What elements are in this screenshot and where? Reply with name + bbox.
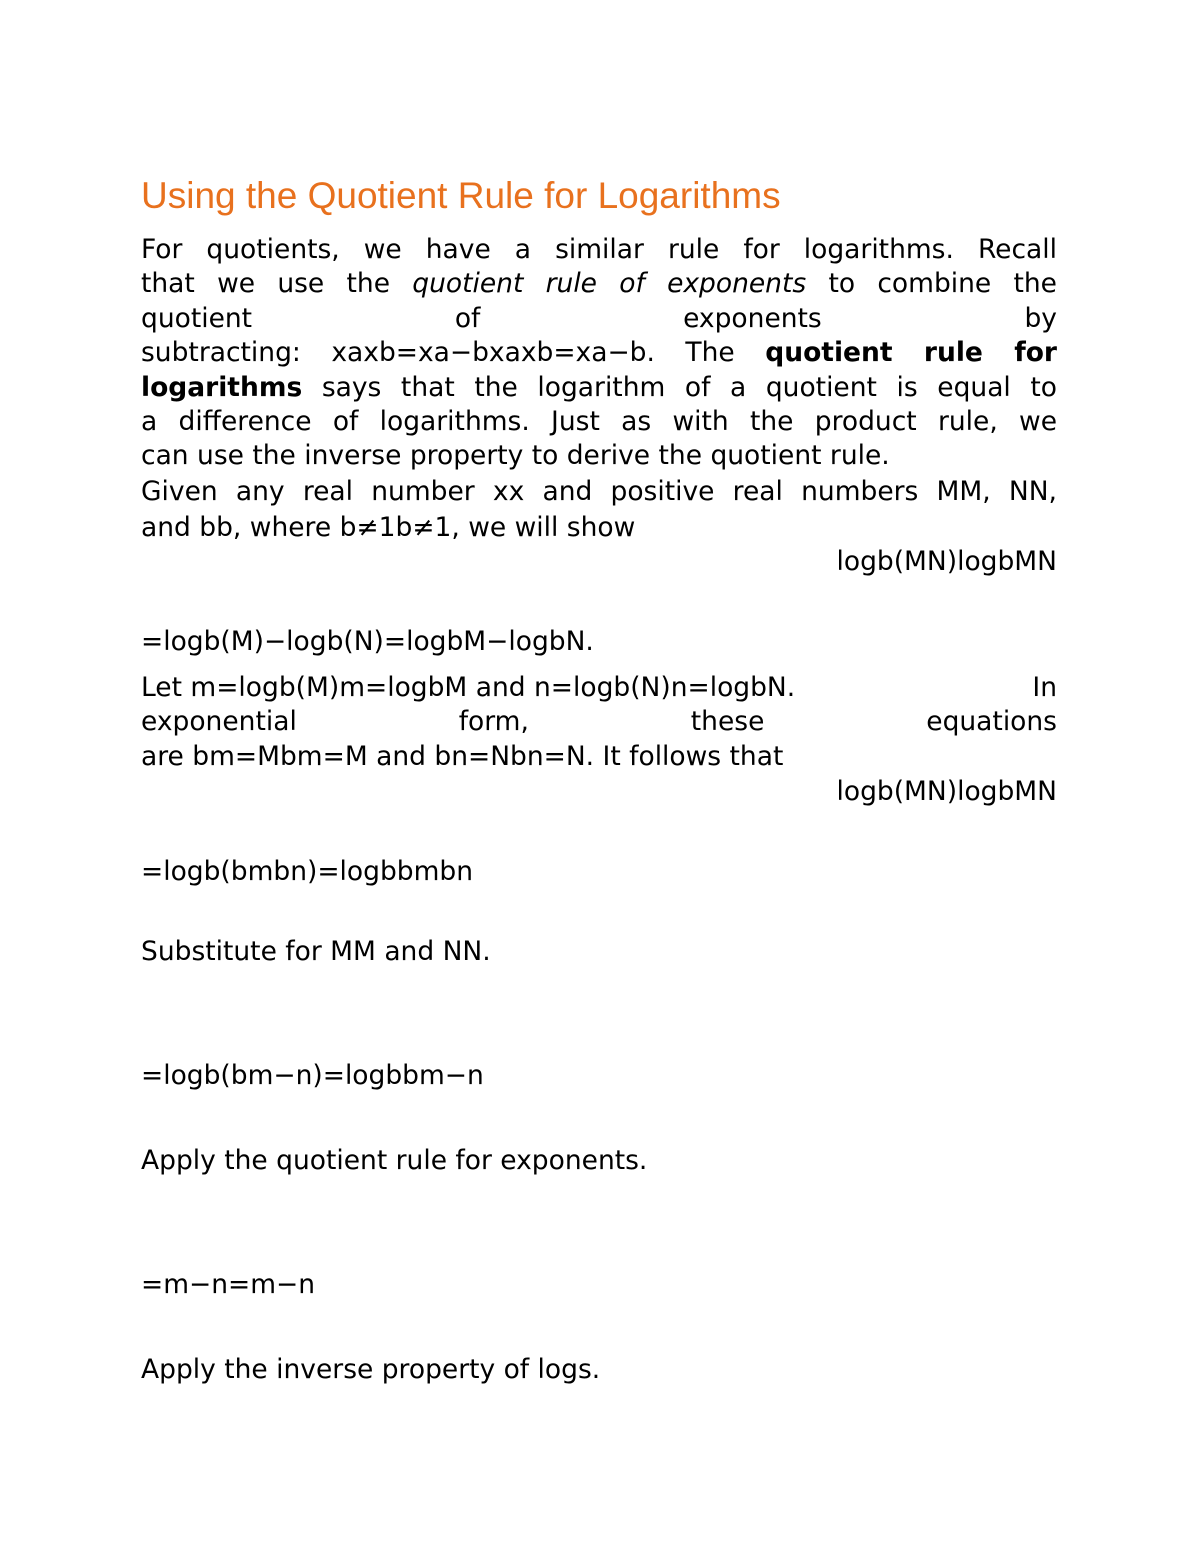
logarithms-term: logarithms [141,371,303,403]
intro-paragraph [141,233,1057,474]
intro-line-3-word-4: by [1024,302,1057,334]
intro-line-4 [141,336,1057,370]
intro-line-5 [141,371,1057,405]
given-line-1: Given any real number xx and positive real numbers MM, NN, [141,476,1057,507]
intro-line-3-word-1: quotient [141,302,253,334]
quotient-rule-of-exponents-term: quotient rule of exponents [412,268,807,300]
let-line-2-word-2: form, [458,706,529,737]
section-heading: Using the Quotient Rule for Logarithms [141,175,781,216]
quotient-rule-for-term: quotient rule for [765,337,1058,369]
intro-line-2 [141,267,1057,301]
let-line-3: are bm=Mbm=M and bn=Nbn=N. It follows that [141,741,784,772]
step-substitute: Substitute for MM and NN. [141,936,491,967]
intro-line-2-text-b: to combine the [828,268,1057,300]
let-line-2-word-1: exponential [141,706,297,737]
step-apply-inverse-property: Apply the inverse property of logs. [141,1354,601,1385]
let-line-2-word-3: these [690,706,765,737]
let-line-1 [141,671,1057,705]
intro-line-2-text-a: that we use the [141,268,390,300]
intro-line-6: a difference of logarithms. Just as with the product rule, we [141,406,1057,438]
intro-line-7: can use the inverse property to derive the quotient rule. [141,440,890,472]
let-line-2-word-4: equations [926,706,1057,737]
given-paragraph [141,474,1057,545]
let-line-1-text: Let m=logb(M)m=logbM and n=logb(N)n=logbN. [141,672,796,703]
step-apply-quotient-rule: Apply the quotient rule for exponents. [141,1145,648,1176]
equation-2-left: =logb(bmbn)=logbbmbn [141,856,474,887]
equation-3: =logb(bm−n)=logbbm−n [141,1060,484,1091]
let-line-1-in: In [1032,672,1057,703]
intro-line-4-text: subtracting: xaxb=xa−bxaxb=xa−b. The [141,337,735,369]
intro-line-3-word-2: of [454,302,481,334]
intro-line-3-word-3: exponents [683,302,822,334]
equation-1-right: logb(MN)logbMN [836,546,1057,577]
equation-4: =m−n=m−n [141,1269,316,1300]
intro-line-5-text: says that the logarithm of a quotient is equal to [321,371,1057,403]
given-line-2: and bb, where b≠1b≠1, we will show [141,511,636,543]
let-line-2 [141,705,1057,739]
intro-line-1: For quotients, we have a similar rule for logarithms. Recall [141,234,1057,265]
equation-1-left: =logb(M)−logb(N)=logbM−logbN. [141,626,594,657]
equation-2-right: logb(MN)logbMN [836,776,1057,807]
intro-line-3 [141,302,1057,336]
